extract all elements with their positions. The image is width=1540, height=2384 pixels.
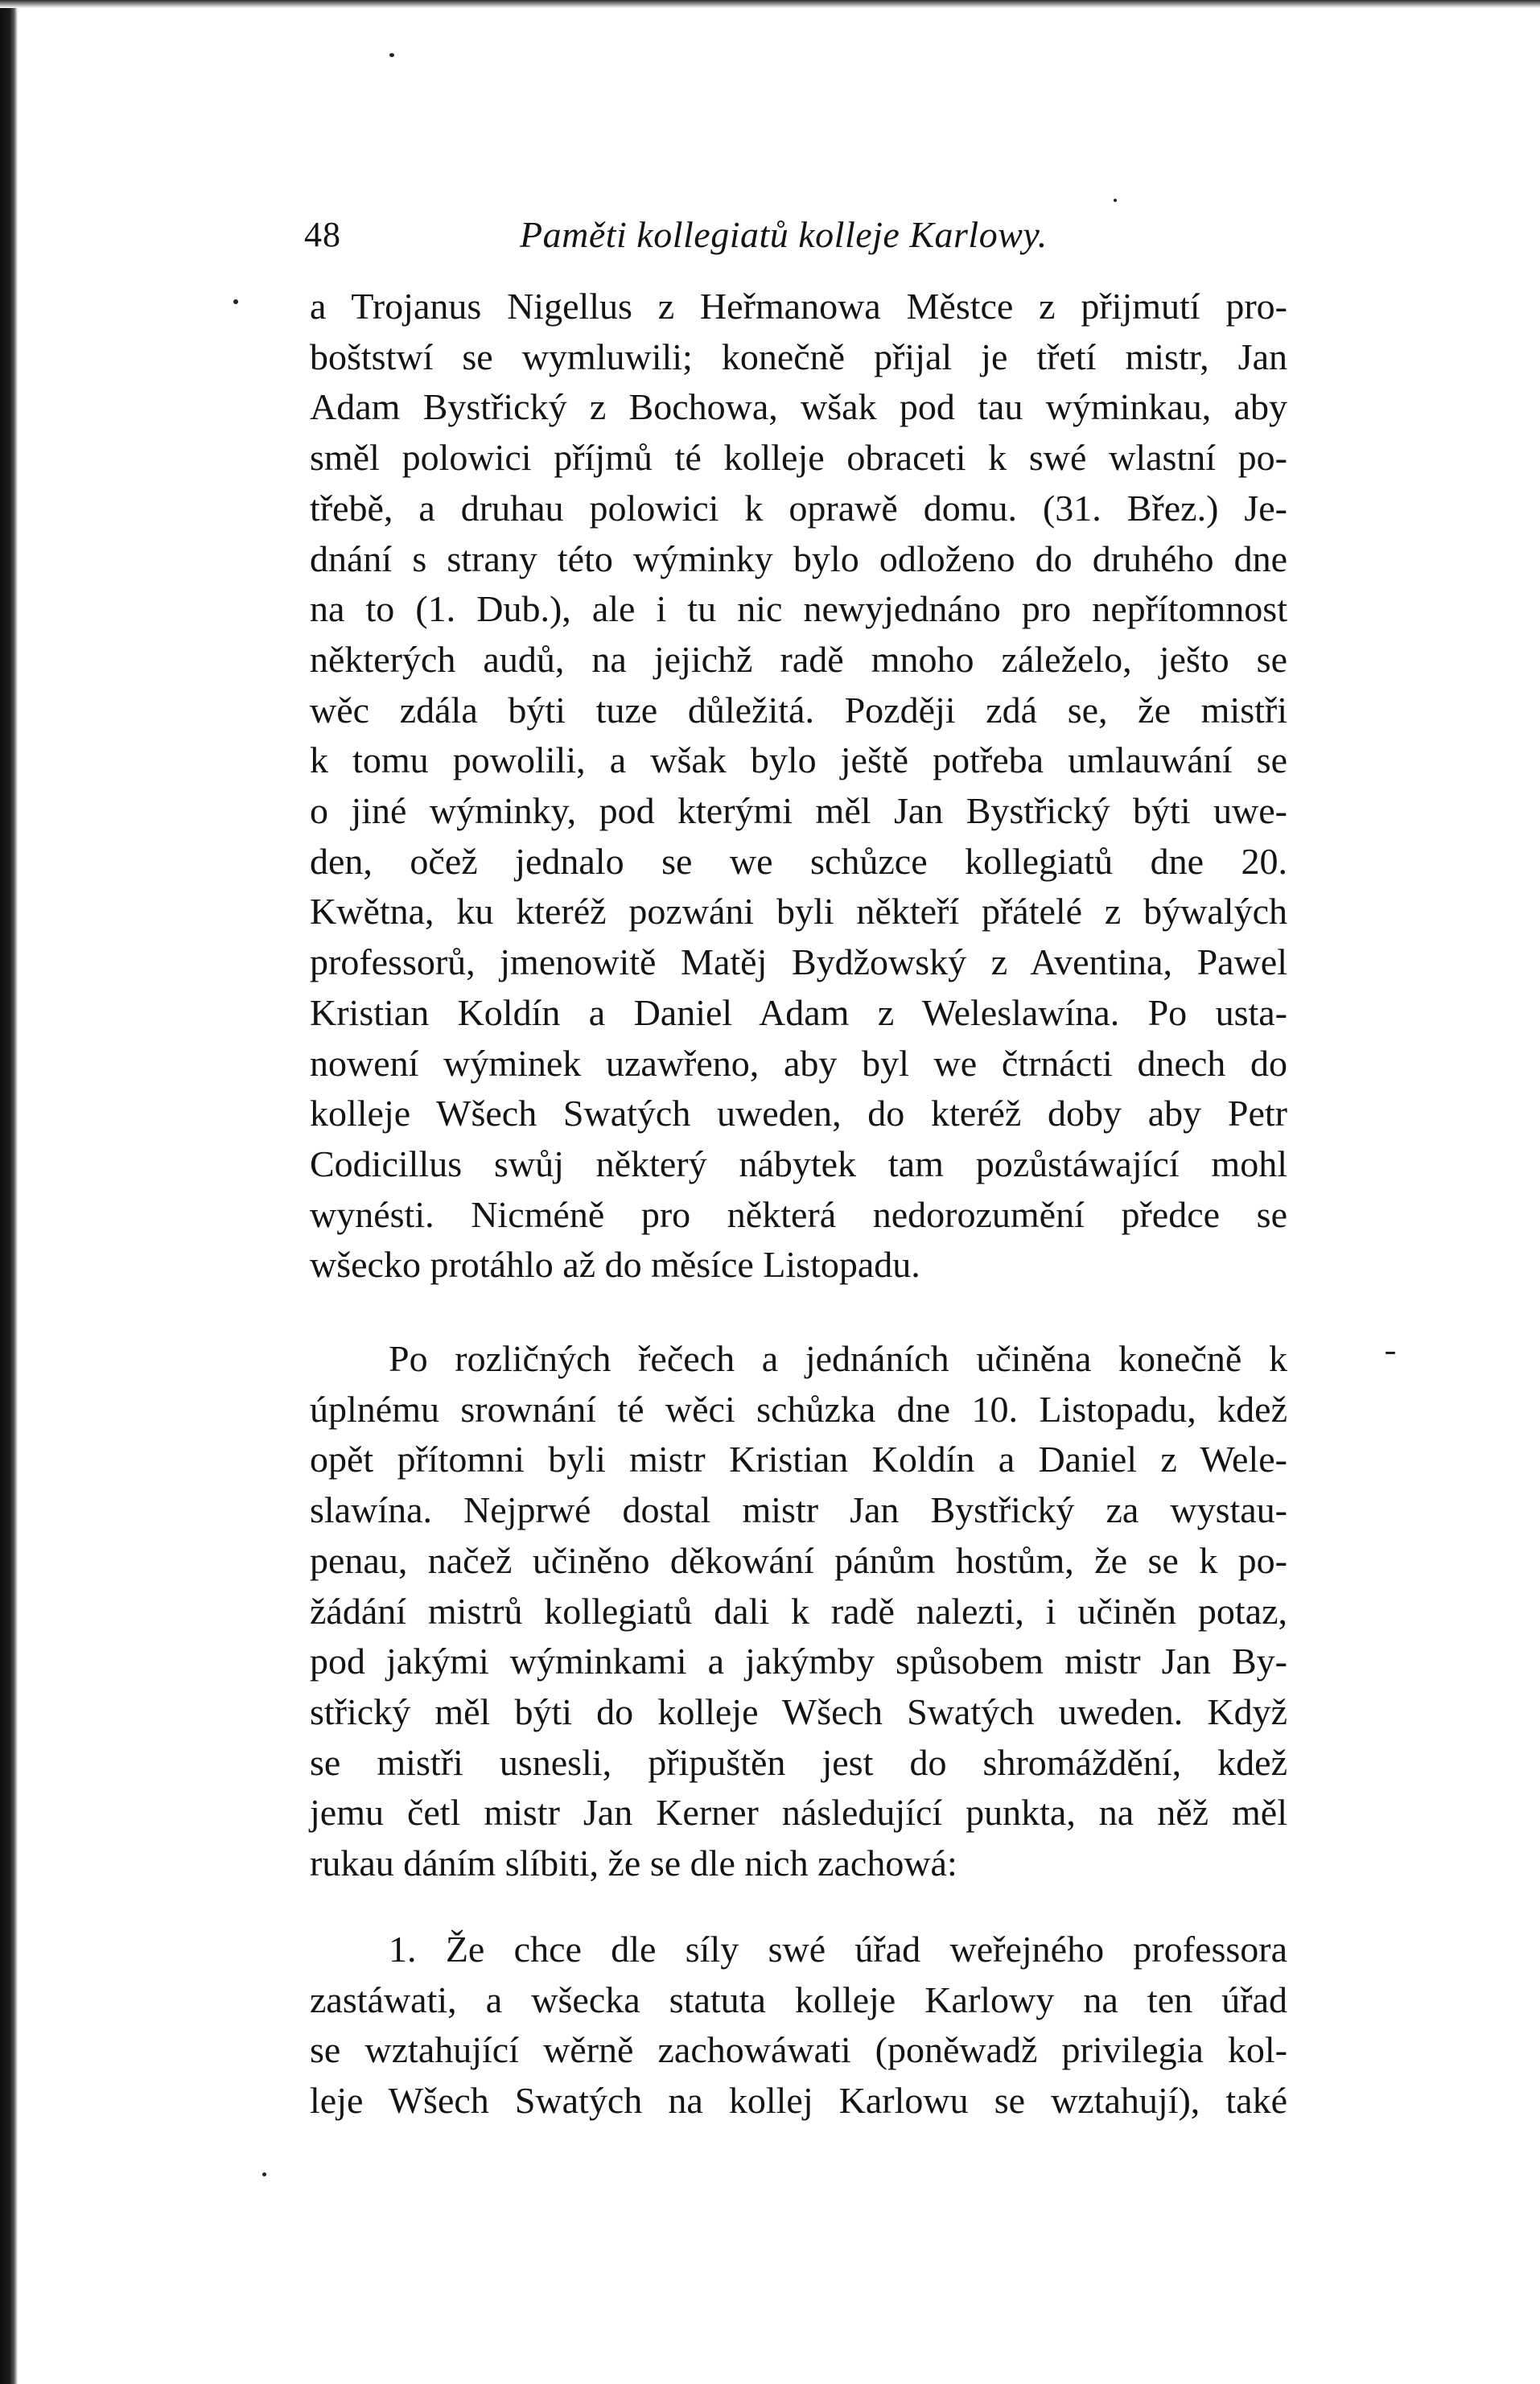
text-line: Kwětna, ku kteréž pozwáni byli někteří přátelé z býwalých xyxy=(310,891,1287,933)
text-line: penau, načež učiněno děkowání pánům hostům, že se k po- xyxy=(310,1539,1287,1581)
text-line: opět přítomni byli mistr Kristian Koldín a Daniel z Wele- xyxy=(310,1439,1287,1480)
paragraph-gap xyxy=(310,1889,1287,1925)
text-line: se wztahující wěrně zachowáwati (poněwadž privilegia kol- xyxy=(310,2029,1287,2071)
text-line: nowení wýminek uzawřeno, aby byl we čtrnácti dnech do xyxy=(310,1042,1287,1084)
text-line: pod jakými wýminkami a jakýmby spůsobem mistr Jan By- xyxy=(310,1641,1287,1682)
paragraph-2 xyxy=(310,1334,1287,1889)
paragraph-gap xyxy=(310,1291,1287,1334)
text-line: den, očež jednalo se we schůzce kollegiatů dne 20. xyxy=(310,840,1287,882)
text-line: dnání s strany této wýminky bylo odloženo do druhého dne xyxy=(310,537,1287,579)
scan-border-top xyxy=(0,0,1540,8)
text-line: professorů, jmenowitě Matěj Bydžowský z Aventina, Pawel xyxy=(310,941,1287,983)
text-line: slawína. Nejprwé dostal mistr Jan Bystřický za wystau- xyxy=(310,1489,1287,1531)
text-line: boštstwí se wymluwili; konečně přijal je třetí mistr, Jan xyxy=(310,336,1287,377)
scan-speck xyxy=(1386,1352,1395,1354)
text-line: úplnému srownání té wěci schůzka dne 10. Listopadu, kdež xyxy=(310,1388,1287,1430)
text-line: na to (1. Dub.), ale i tu nic newyjednáno pro nepřítomnost xyxy=(310,588,1287,630)
scan-speck xyxy=(233,299,238,304)
paragraph-3 xyxy=(310,1925,1287,2127)
page-header xyxy=(304,211,1302,259)
paragraph-1 xyxy=(310,282,1287,1291)
body-text xyxy=(310,282,1287,2127)
page-number: 48 xyxy=(304,215,341,254)
text-line: se mistři usnesli, připuštěn jest do shromáždění, kdež xyxy=(310,1741,1287,1783)
text-line: leje Wšech Swatých na kollej Karlowu se wztahují), také xyxy=(310,2079,1287,2121)
text-line: žádání mistrů kollegiatů dali k radě nalezti, i učiněn potaz, xyxy=(310,1590,1287,1632)
text-line: třebě, a druhau polowici k oprawě domu. (31. Břez.) Je- xyxy=(310,487,1287,529)
text-line: kolleje Wšech Swatých uweden, do kteréž doby aby Petr xyxy=(310,1093,1287,1134)
text-line: zastáwati, a wšecka statuta kolleje Karlowy na ten úřad xyxy=(310,1978,1287,2020)
text-line: o jiné wýminky, pod kterými měl Jan Bystřický býti uwe- xyxy=(310,790,1287,832)
scan-speck xyxy=(389,53,394,57)
text-line: wěc zdála býti tuze důležitá. Později zdá se, že mistři xyxy=(310,689,1287,731)
text-line: a Trojanus Nigellus z Heřmanowa Městce z přijmutí pro- xyxy=(310,286,1287,327)
text-line: Codicillus swůj některý nábytek tam pozůstáwající mohl xyxy=(310,1143,1287,1184)
text-line: jemu četl mistr Jan Kerner následující punkta, na něž měl xyxy=(310,1792,1287,1834)
text-line: rukau dáním slíbiti, že se dle nich zachowá: xyxy=(310,1843,957,1884)
text-line: střický měl býti do kolleje Wšech Swatých uweden. Když xyxy=(310,1690,1287,1732)
text-line: 1. Že chce dle síly swé úřad weřejného professora xyxy=(389,1928,1287,1970)
scan-speck xyxy=(1114,199,1117,202)
text-line: Kristian Koldín a Daniel Adam z Weleslawína. Po usta- xyxy=(310,991,1287,1033)
running-title: Paměti kollegiatů kolleje Karlowy. xyxy=(520,214,1048,255)
text-line: wynésti. Nicméně pro některá nedorozumění předce se xyxy=(310,1193,1287,1235)
scan-speck xyxy=(262,2172,266,2176)
text-line: wšecko protáhlo až do měsíce Listopadu. xyxy=(310,1244,920,1286)
text-line: k tomu powolili, a wšak bylo ještě potřeba umlauwání se xyxy=(310,739,1287,781)
text-line: některých audů, na jejichž radě mnoho záleželo, ješto se xyxy=(310,638,1287,680)
text-line: Po rozličných řečech a jednáních učiněna konečně k xyxy=(389,1338,1287,1380)
text-line: směl polowici příjmů té kolleje obraceti k swé wlastní po- xyxy=(310,437,1287,479)
scan-border-left xyxy=(0,0,18,2384)
text-line: Adam Bystřický z Bochowa, wšak pod tau wýminkau, aby xyxy=(310,386,1287,428)
